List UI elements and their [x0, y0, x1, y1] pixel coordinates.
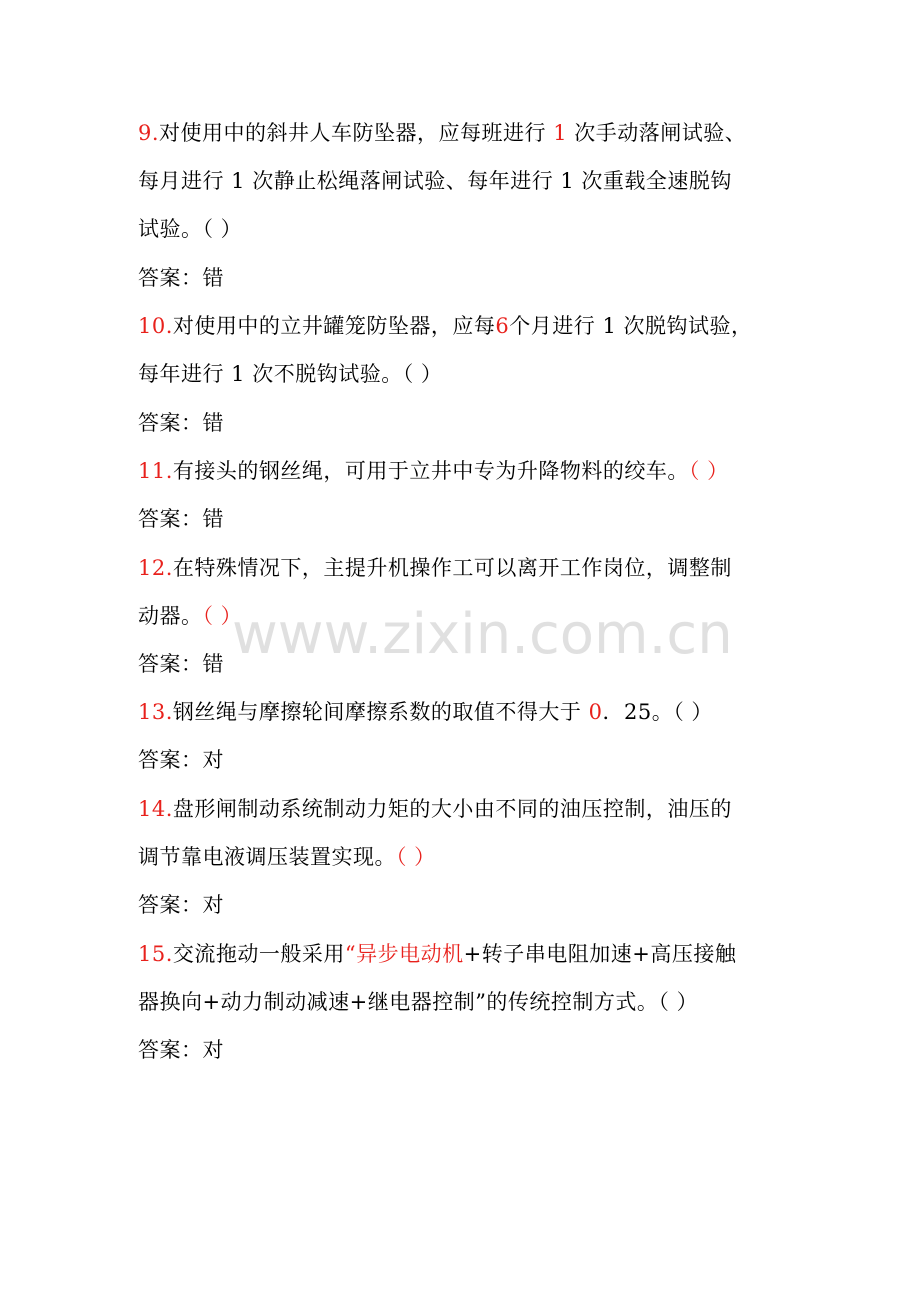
- highlight-text: （ ）: [688, 459, 729, 483]
- question-text: 调节靠电液调压装置实现。: [138, 845, 396, 869]
- highlight-text: 15.: [138, 942, 173, 966]
- question-9-line: [138, 214, 242, 244]
- answer-11: 答案：错: [138, 507, 224, 531]
- highlight-text: 13.: [138, 700, 173, 724]
- question-text: 钢丝绳与摩擦轮间摩擦系数的取值不得大于: [172, 700, 589, 724]
- answer-12: 答案：错: [138, 652, 224, 676]
- question-text: ．25。（ ）: [602, 700, 713, 724]
- question-text: 每月进行 1 次静止松绳落闸试验、每年进行 1 次重载全速脱钩: [138, 169, 732, 193]
- question-text: 个月进行 1 次脱钩试验，: [509, 314, 753, 338]
- highlight-text: （ ）: [396, 845, 436, 869]
- highlight-text: 10.: [138, 314, 173, 338]
- question-10-line: [138, 359, 442, 389]
- question-text: 交流拖动一般采用: [172, 942, 345, 966]
- question-9-line: [138, 166, 732, 196]
- watermark: www.zixin.com.cn: [232, 602, 733, 667]
- answer-10: 答案：错: [138, 411, 224, 435]
- question-11-line: [138, 456, 729, 486]
- question-13-line: [138, 697, 713, 727]
- question-15-line: [138, 939, 736, 969]
- question-14-line: [138, 842, 436, 872]
- question-text: 次手动落闸试验、: [567, 121, 747, 145]
- question-text: 对使用中的立井罐笼防坠器，应每: [172, 314, 496, 338]
- question-12-line: [138, 553, 732, 583]
- highlight-text: 11.: [138, 459, 173, 483]
- question-text: 盘形闸制动系统制动力矩的大小由不同的油压控制，油压的: [172, 797, 732, 821]
- answer-15: 答案：对: [138, 1038, 224, 1062]
- question-14-line: [138, 794, 732, 824]
- question-10-line: [138, 311, 753, 341]
- question-text: 试验。（ ）: [138, 217, 243, 241]
- question-text: 每年进行 1 次不脱钩试验。（ ）: [138, 362, 443, 386]
- question-text: 有接头的钢丝绳，可用于立井中专为升降物料的绞车。: [172, 459, 689, 483]
- highlight-text: 9.: [138, 121, 160, 145]
- answer-13: 答案：对: [138, 748, 224, 772]
- highlight-text: 14.: [138, 797, 173, 821]
- answer-9: 答案：错: [138, 266, 224, 290]
- question-12-line: [138, 601, 242, 631]
- question-text: 器换向+动力制动减速+继电器控制”的传统控制方式。（ ）: [138, 990, 699, 1014]
- question-text: 对使用中的斜井人车防坠器，应每班进行: [159, 121, 554, 145]
- question-text: 动器。: [138, 604, 203, 628]
- highlight-text: 6: [495, 314, 510, 338]
- highlight-text: 12.: [138, 556, 173, 580]
- question-9-line: [138, 118, 746, 148]
- highlight-text: “异步电动机: [344, 942, 464, 966]
- highlight-text: 0: [588, 700, 603, 724]
- highlight-text: （ ）: [202, 604, 243, 628]
- highlight-text: 1: [553, 121, 568, 145]
- answer-14: 答案：对: [138, 893, 224, 917]
- question-15-line: [138, 987, 698, 1017]
- question-text: +转子串电阻加速+高压接触: [463, 942, 737, 966]
- question-text: 在特殊情况下，主提升机操作工可以离开工作岗位，调整制: [172, 556, 732, 580]
